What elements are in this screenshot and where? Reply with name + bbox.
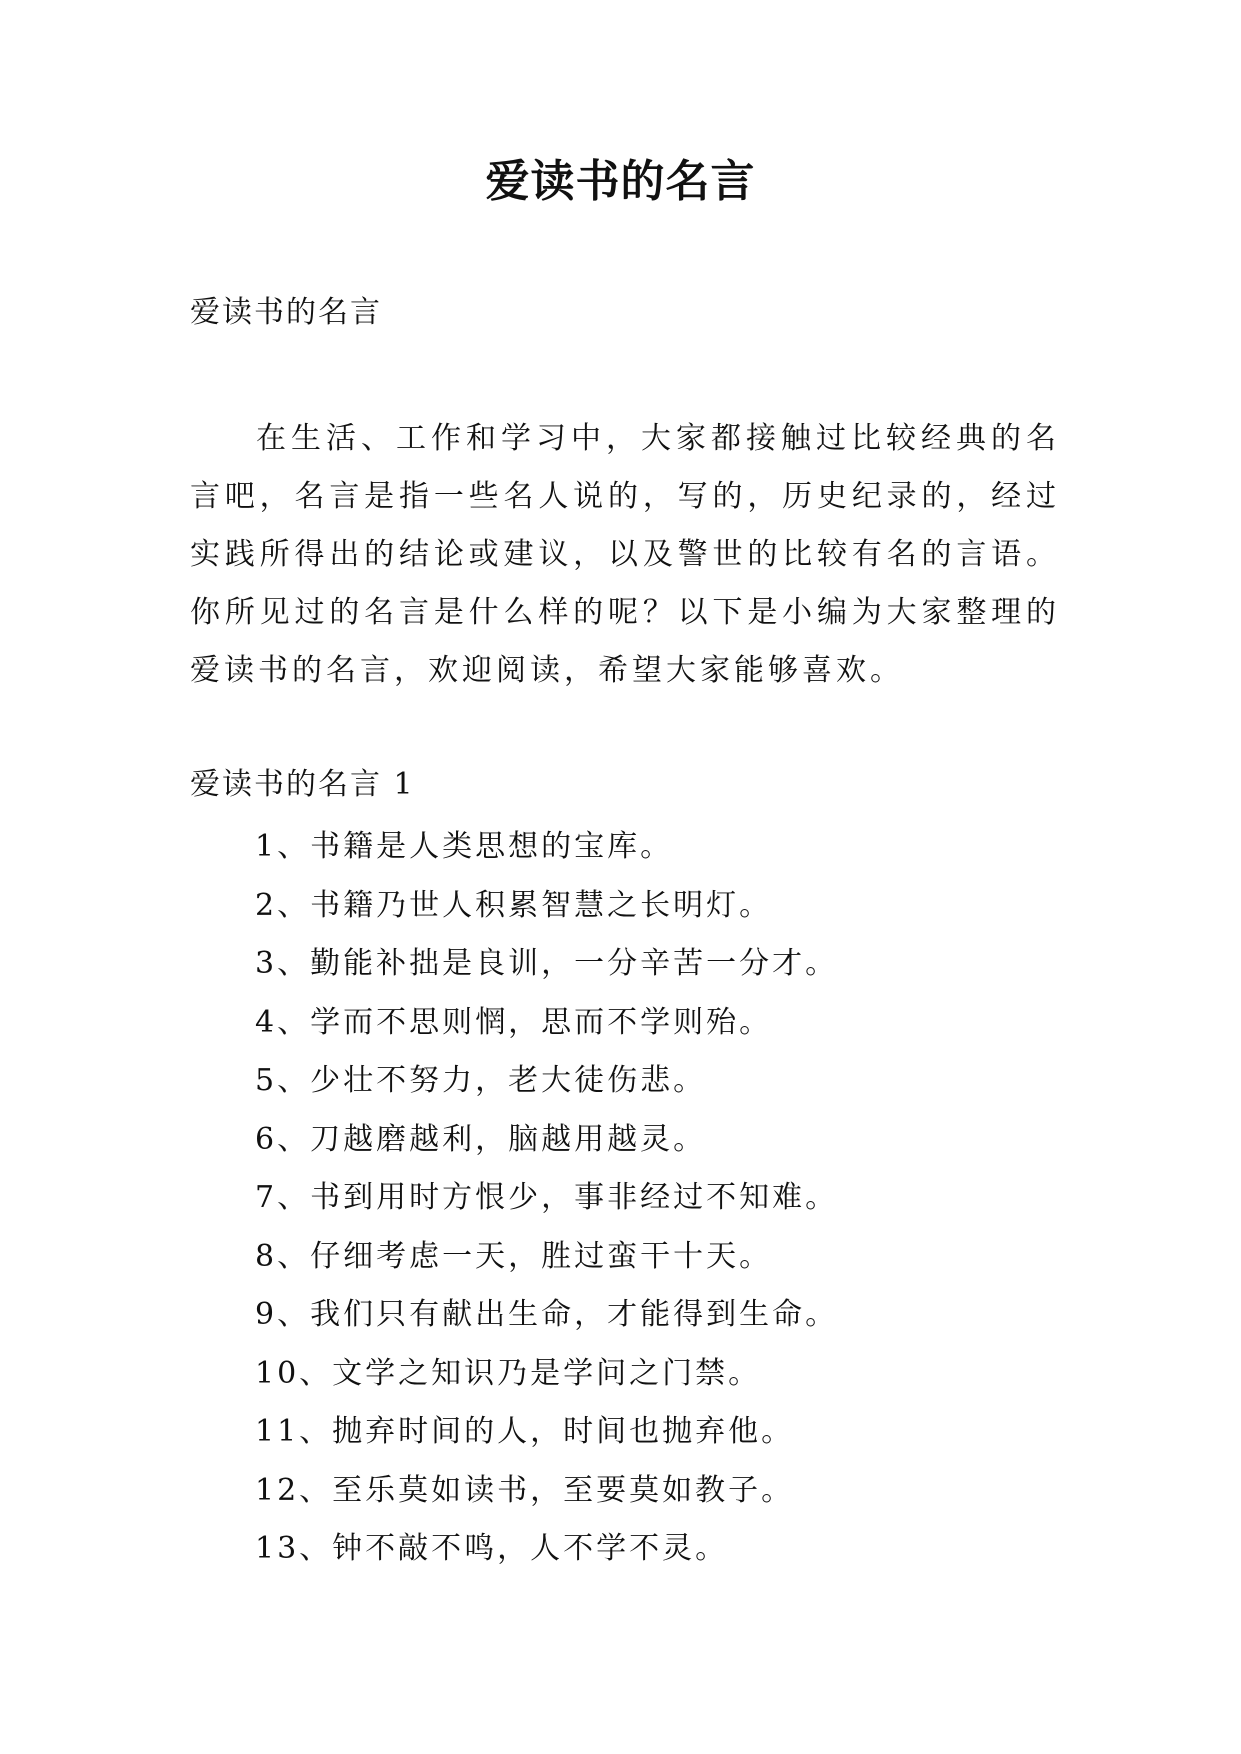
quote-item: 10、文学之知识乃是学问之门禁。 bbox=[255, 1355, 762, 1391]
quote-item: 2、书籍乃世人积累智慧之长明灯。 bbox=[255, 887, 773, 923]
quote-item: 3、勤能补拙是良训，一分辛苦一分才。 bbox=[255, 946, 839, 981]
quote-item: 12、至乐莫如读书，至要莫如教子。 bbox=[255, 1472, 795, 1508]
document-title: 爱读书的名言 bbox=[485, 156, 756, 207]
quote-item: 8、仔细考虑一天，胜过蛮干十天。 bbox=[255, 1238, 773, 1274]
document-subtitle: 爱读书的名言 bbox=[190, 295, 382, 330]
quote-item: 1、书籍是人类思想的宝库。 bbox=[255, 829, 674, 864]
quote-item: 4、学而不思则惘，思而不学则殆。 bbox=[255, 1004, 773, 1040]
quote-item: 6、刀越磨越利，脑越用越灵。 bbox=[255, 1121, 707, 1157]
quote-item: 7、书到用时方恨少，事非经过不知难。 bbox=[255, 1180, 839, 1215]
quote-item: 5、少壮不努力，老大徒伤悲。 bbox=[255, 1063, 707, 1098]
quote-item: 11、抛弃时间的人，时间也抛弃他。 bbox=[255, 1414, 795, 1449]
quote-item: 13、钟不敲不鸣，人不学不灵。 bbox=[255, 1531, 729, 1566]
quote-item: 9、我们只有献出生命，才能得到生命。 bbox=[255, 1297, 839, 1332]
quote-list bbox=[255, 818, 838, 1579]
intro-paragraph: 在生活、工作和学习中，大家都接触过比较经典的名言吧，名言是指一些名人说的，写的，历史纪录的，经过实践所得出的结论或建议，以及警世的比较有名的言语。你所见过的名言是什么样的呢？以下是小编为大家整理的爱读书的名言，欢迎阅读，希望大家能够喜欢。 bbox=[190, 421, 1060, 688]
section-heading: 爱读书的名言 1 bbox=[190, 767, 415, 802]
